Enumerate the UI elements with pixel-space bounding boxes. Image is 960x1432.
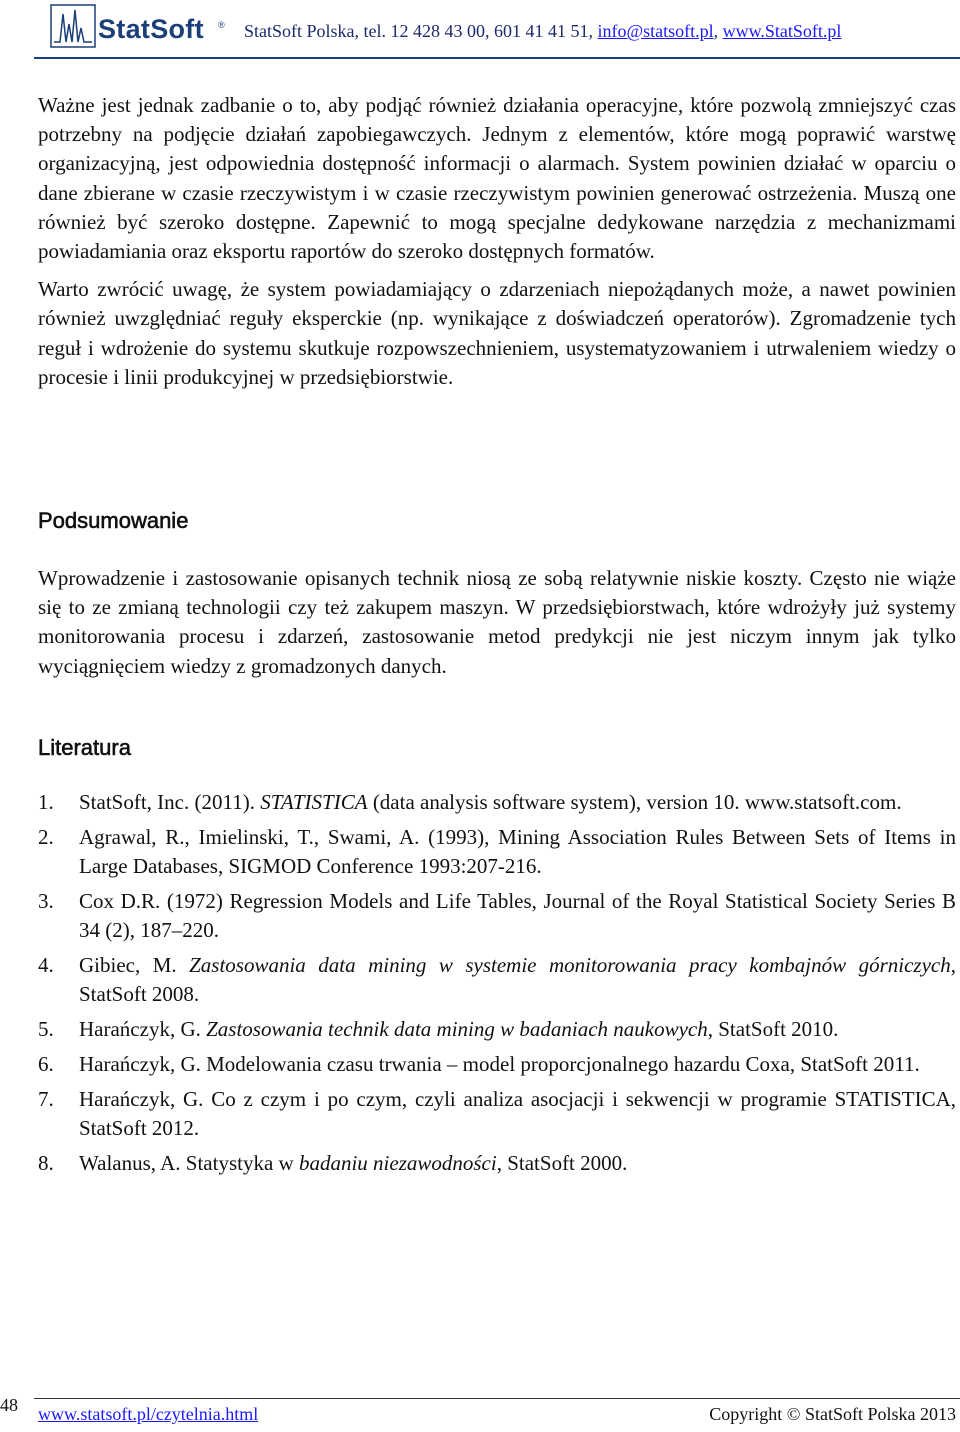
copyright-notice: Copyright © StatSoft Polska 2013 bbox=[709, 1404, 956, 1424]
reference-number: 1. bbox=[38, 790, 54, 814]
reference-title: Zastosowania data mining w systemie monitorowania pracy kombajnów górniczych bbox=[189, 953, 951, 977]
reference-item bbox=[38, 887, 956, 945]
reference-text-end: , StatSoft 2008. bbox=[79, 953, 956, 1006]
reference-text: Cox D.R. (1972) Regression Models and Life Tables, Journal of the Royal Statistical Society Series B 34 (2), 187–220. bbox=[79, 889, 956, 942]
reference-list bbox=[38, 788, 956, 1184]
reference-number: 6. bbox=[38, 1052, 54, 1076]
contact-text: StatSoft Polska, tel. 12 428 43 00, 601 41 41 51, bbox=[244, 21, 598, 41]
reference-number: 2. bbox=[38, 825, 54, 849]
reference-item bbox=[38, 823, 956, 881]
logo-text: StatSoft bbox=[98, 14, 204, 44]
reference-text: Agrawal, R., Imielinski, T., Swami, A. (1993), Mining Association Rules Between Sets of Items in Large Databases, SIGMOD Conference 1993:207-216. bbox=[79, 825, 956, 878]
reference-text: Harańczyk, G. Modelowania czasu trwania – model proporcjonalnego hazardu Coxa, StatSoft 2011. bbox=[79, 1052, 920, 1076]
reference-text: Walanus, A. Statystyka w bbox=[79, 1151, 299, 1175]
footer-link[interactable]: www.statsoft.pl/czytelnia.html bbox=[38, 1404, 259, 1424]
footer-divider bbox=[34, 1398, 960, 1399]
reference-text: Gibiec, M. bbox=[79, 953, 190, 977]
reference-title: Zastosowania technik data mining w badaniach naukowych bbox=[206, 1017, 708, 1041]
reference-item bbox=[38, 1149, 956, 1178]
intro-paragraph: Ważne jest jednak zadbanie o to, aby podjąć również działania operacyjne, które pozwolą zmniejszyć czas potrzebny na podjęcie działań zapobiegawczych. Jednym z elementów, które mogą poprawić warstwę organizacyjną, jest odpowiednia dostępność informacji o alarmach. System powinien działać w oparciu o dane zbierane w czasie rzeczywistym i w czasie rzeczywistym powinien generować ostrzeżenia. Muszą one również być szeroko dostępne. Zapewnić to mogą specjalne dedykowane narzędzia z mechanizmami powiadamiania oraz eksportu raportów do szeroko dostępnych formatów. bbox=[38, 93, 956, 264]
contact-separator: , bbox=[713, 21, 723, 41]
reference-number: 3. bbox=[38, 889, 54, 913]
page-number: 48 bbox=[0, 1395, 18, 1415]
statsoft-logo-icon bbox=[50, 4, 96, 48]
reference-text: Harańczyk, G. Co z czym i po czym, czyli analiza asocjacji i sekwencji w programie STATISTICA, StatSoft 2012. bbox=[79, 1087, 956, 1140]
header-divider bbox=[34, 57, 960, 59]
page-header bbox=[0, 0, 960, 60]
literature-heading: Literatura bbox=[38, 735, 131, 760]
reference-number: 5. bbox=[38, 1017, 54, 1041]
reference-number: 4. bbox=[38, 953, 54, 977]
reference-number: 7. bbox=[38, 1087, 54, 1111]
intro-section bbox=[38, 91, 956, 392]
reference-title: badaniu niezawodności bbox=[298, 1151, 497, 1175]
reference-item bbox=[38, 1050, 956, 1079]
contact-info bbox=[244, 21, 841, 42]
summary-heading: Podsumowanie bbox=[38, 508, 189, 533]
reference-item bbox=[38, 1085, 956, 1143]
reference-text: Harańczyk, G. bbox=[79, 1017, 207, 1041]
statsoft-logo bbox=[50, 4, 226, 48]
summary-section bbox=[38, 564, 956, 681]
reference-text-end: , StatSoft 2010. bbox=[707, 1017, 839, 1041]
reference-number: 8. bbox=[38, 1151, 54, 1175]
intro-paragraph-2: Warto zwrócić uwagę, że system powiadamiający o zdarzeniach niepożądanych może, a nawet powinien również uwzględniać reguły eksperckie (np. wynikające z doświadczeń operatorów). Zgromadzenie tych reguł i wdrożenie do systemu skutkuje rozpowszechnieniem, usystematyzowaniem i utrwaleniem wiedzy o procesie i linii produkcyjnej w przedsiębiorstwie. bbox=[38, 277, 956, 389]
reference-item bbox=[38, 951, 956, 1009]
reference-text-end: , StatSoft 2000. bbox=[496, 1151, 628, 1175]
reference-text: StatSoft, Inc. (2011). bbox=[79, 790, 261, 814]
email-link[interactable]: info@statsoft.pl bbox=[597, 21, 714, 41]
summary-paragraph: Wprowadzenie i zastosowanie opisanych technik niosą ze sobą relatywnie niskie koszty. Często nie wiąże się to ze zmianą technologii czy też zakupem maszyn. W przedsiębiorstwach, które wdrożyły już systemy monitorowania procesu i zdarzeń, zastosowanie metod predykcji nie jest niczym innym jak tylko wyciągnięciem wiedzy z gromadzonych danych. bbox=[38, 566, 956, 678]
logo-registered-mark: ® bbox=[218, 20, 225, 30]
reference-title: STATISTICA bbox=[260, 790, 368, 814]
reference-text-end: (data analysis software system), version 10. www.statsoft.com. bbox=[367, 790, 902, 814]
website-link[interactable]: www.StatSoft.pl bbox=[722, 21, 842, 41]
reference-item bbox=[38, 788, 956, 817]
reference-item bbox=[38, 1015, 956, 1044]
